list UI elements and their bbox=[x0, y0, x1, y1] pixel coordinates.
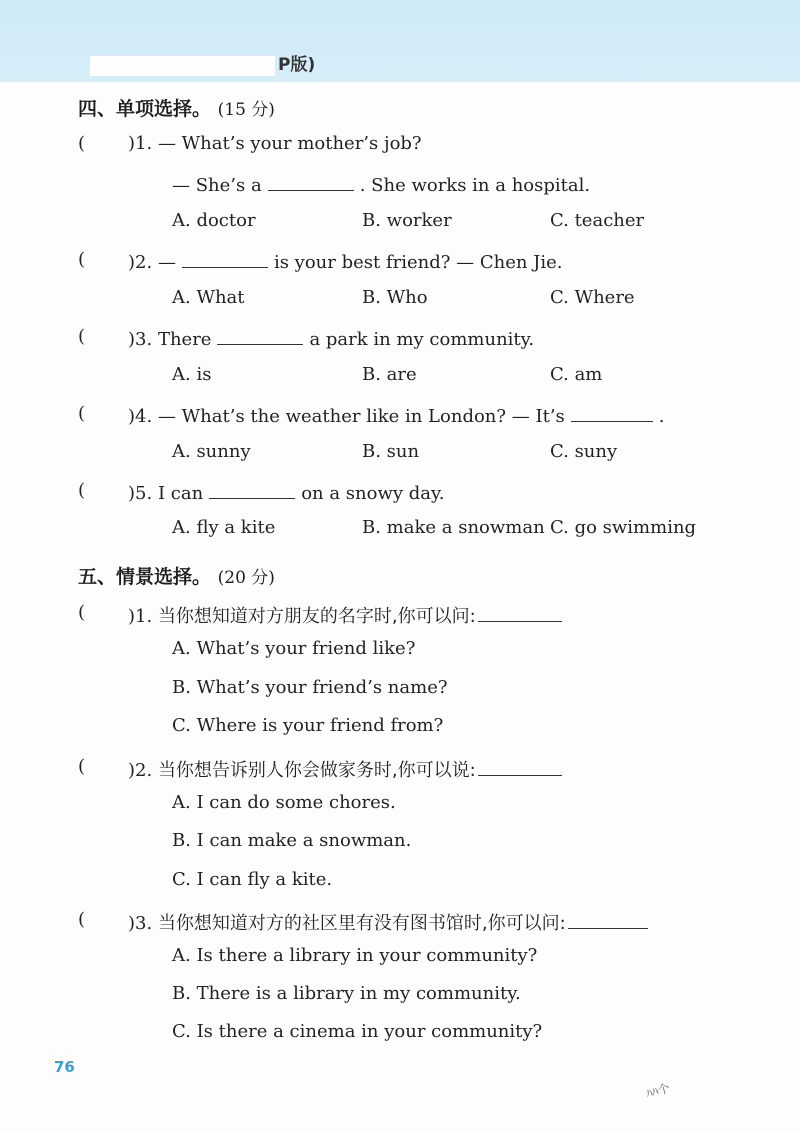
option-c: C. go swimming bbox=[550, 517, 697, 538]
question-line: )1. — What’s your mother’s job? bbox=[128, 133, 422, 154]
option-a: A. is bbox=[172, 364, 212, 385]
option-b: B. I can make a snowman. bbox=[172, 830, 412, 851]
question-line: )1. 当你想知道对方朋友的名字时,你可以问: bbox=[128, 602, 568, 628]
answer-blank bbox=[571, 403, 653, 422]
redaction-box bbox=[90, 56, 275, 76]
question-line: )4. — What’s the weather like in London? — It’s . bbox=[128, 403, 665, 427]
answer-blank bbox=[478, 603, 562, 622]
option-b: B. worker bbox=[362, 210, 452, 231]
option-b: B. sun bbox=[362, 441, 420, 462]
answer-blank bbox=[209, 480, 295, 499]
answer-paren: ( bbox=[78, 326, 86, 347]
answer-blank bbox=[217, 326, 303, 345]
answer-paren: ( bbox=[78, 756, 86, 777]
option-c: C. Where bbox=[550, 287, 635, 308]
answer-blank bbox=[568, 910, 648, 929]
option-c: C. teacher bbox=[550, 210, 645, 231]
answer-blank bbox=[478, 757, 562, 776]
option-c: C. Is there a cinema in your community? bbox=[172, 1021, 543, 1042]
section4-title: 四、单项选择。 (15 分) bbox=[78, 98, 275, 120]
option-c: C. Where is your friend from? bbox=[172, 715, 444, 736]
header-title: P版) bbox=[278, 55, 316, 75]
option-c: C. I can fly a kite. bbox=[172, 869, 333, 890]
option-b: B. What’s your friend’s name? bbox=[172, 677, 448, 698]
option-a: A. Is there a library in your community? bbox=[172, 945, 538, 966]
answer-paren: ( bbox=[78, 403, 86, 424]
option-b: B. are bbox=[362, 364, 417, 385]
page-number: 76 bbox=[54, 1058, 75, 1076]
option-b: B. Who bbox=[362, 287, 428, 308]
question-line: )3. 当你想知道对方的社区里有没有图书馆时,你可以问: bbox=[128, 909, 654, 935]
answer-paren: ( bbox=[78, 602, 86, 623]
option-b: B. make a snowman bbox=[362, 517, 545, 538]
answer-blank bbox=[182, 249, 268, 268]
option-c: C. suny bbox=[550, 441, 618, 462]
answer-blank bbox=[268, 172, 354, 191]
answer-paren: ( bbox=[78, 909, 86, 930]
question-line: )2. 当你想告诉别人你会做家务时,你可以说: bbox=[128, 756, 568, 782]
option-a: A. doctor bbox=[172, 210, 256, 231]
answer-paren: ( bbox=[78, 480, 86, 501]
corner-mark: ﾊﾊ个 bbox=[644, 1081, 672, 1101]
question-line: )5. I can on a snowy day. bbox=[128, 480, 445, 504]
option-b: B. There is a library in my community. bbox=[172, 983, 521, 1004]
question-line: )2. — is your best friend? — Chen Jie. bbox=[128, 249, 563, 273]
answer-paren: ( bbox=[78, 133, 86, 154]
option-a: A. What bbox=[172, 287, 245, 308]
answer-paren: ( bbox=[78, 249, 86, 270]
option-c: C. am bbox=[550, 364, 603, 385]
option-a: A. sunny bbox=[172, 441, 251, 462]
option-a: A. I can do some chores. bbox=[172, 792, 396, 813]
question-line: )3. There a park in my community. bbox=[128, 326, 534, 350]
question-line: — She’s a . She works in a hospital. bbox=[172, 172, 590, 196]
option-a: A. fly a kite bbox=[172, 517, 276, 538]
section5-title: 五、情景选择。 (20 分) bbox=[78, 566, 275, 588]
option-a: A. What’s your friend like? bbox=[172, 638, 416, 659]
